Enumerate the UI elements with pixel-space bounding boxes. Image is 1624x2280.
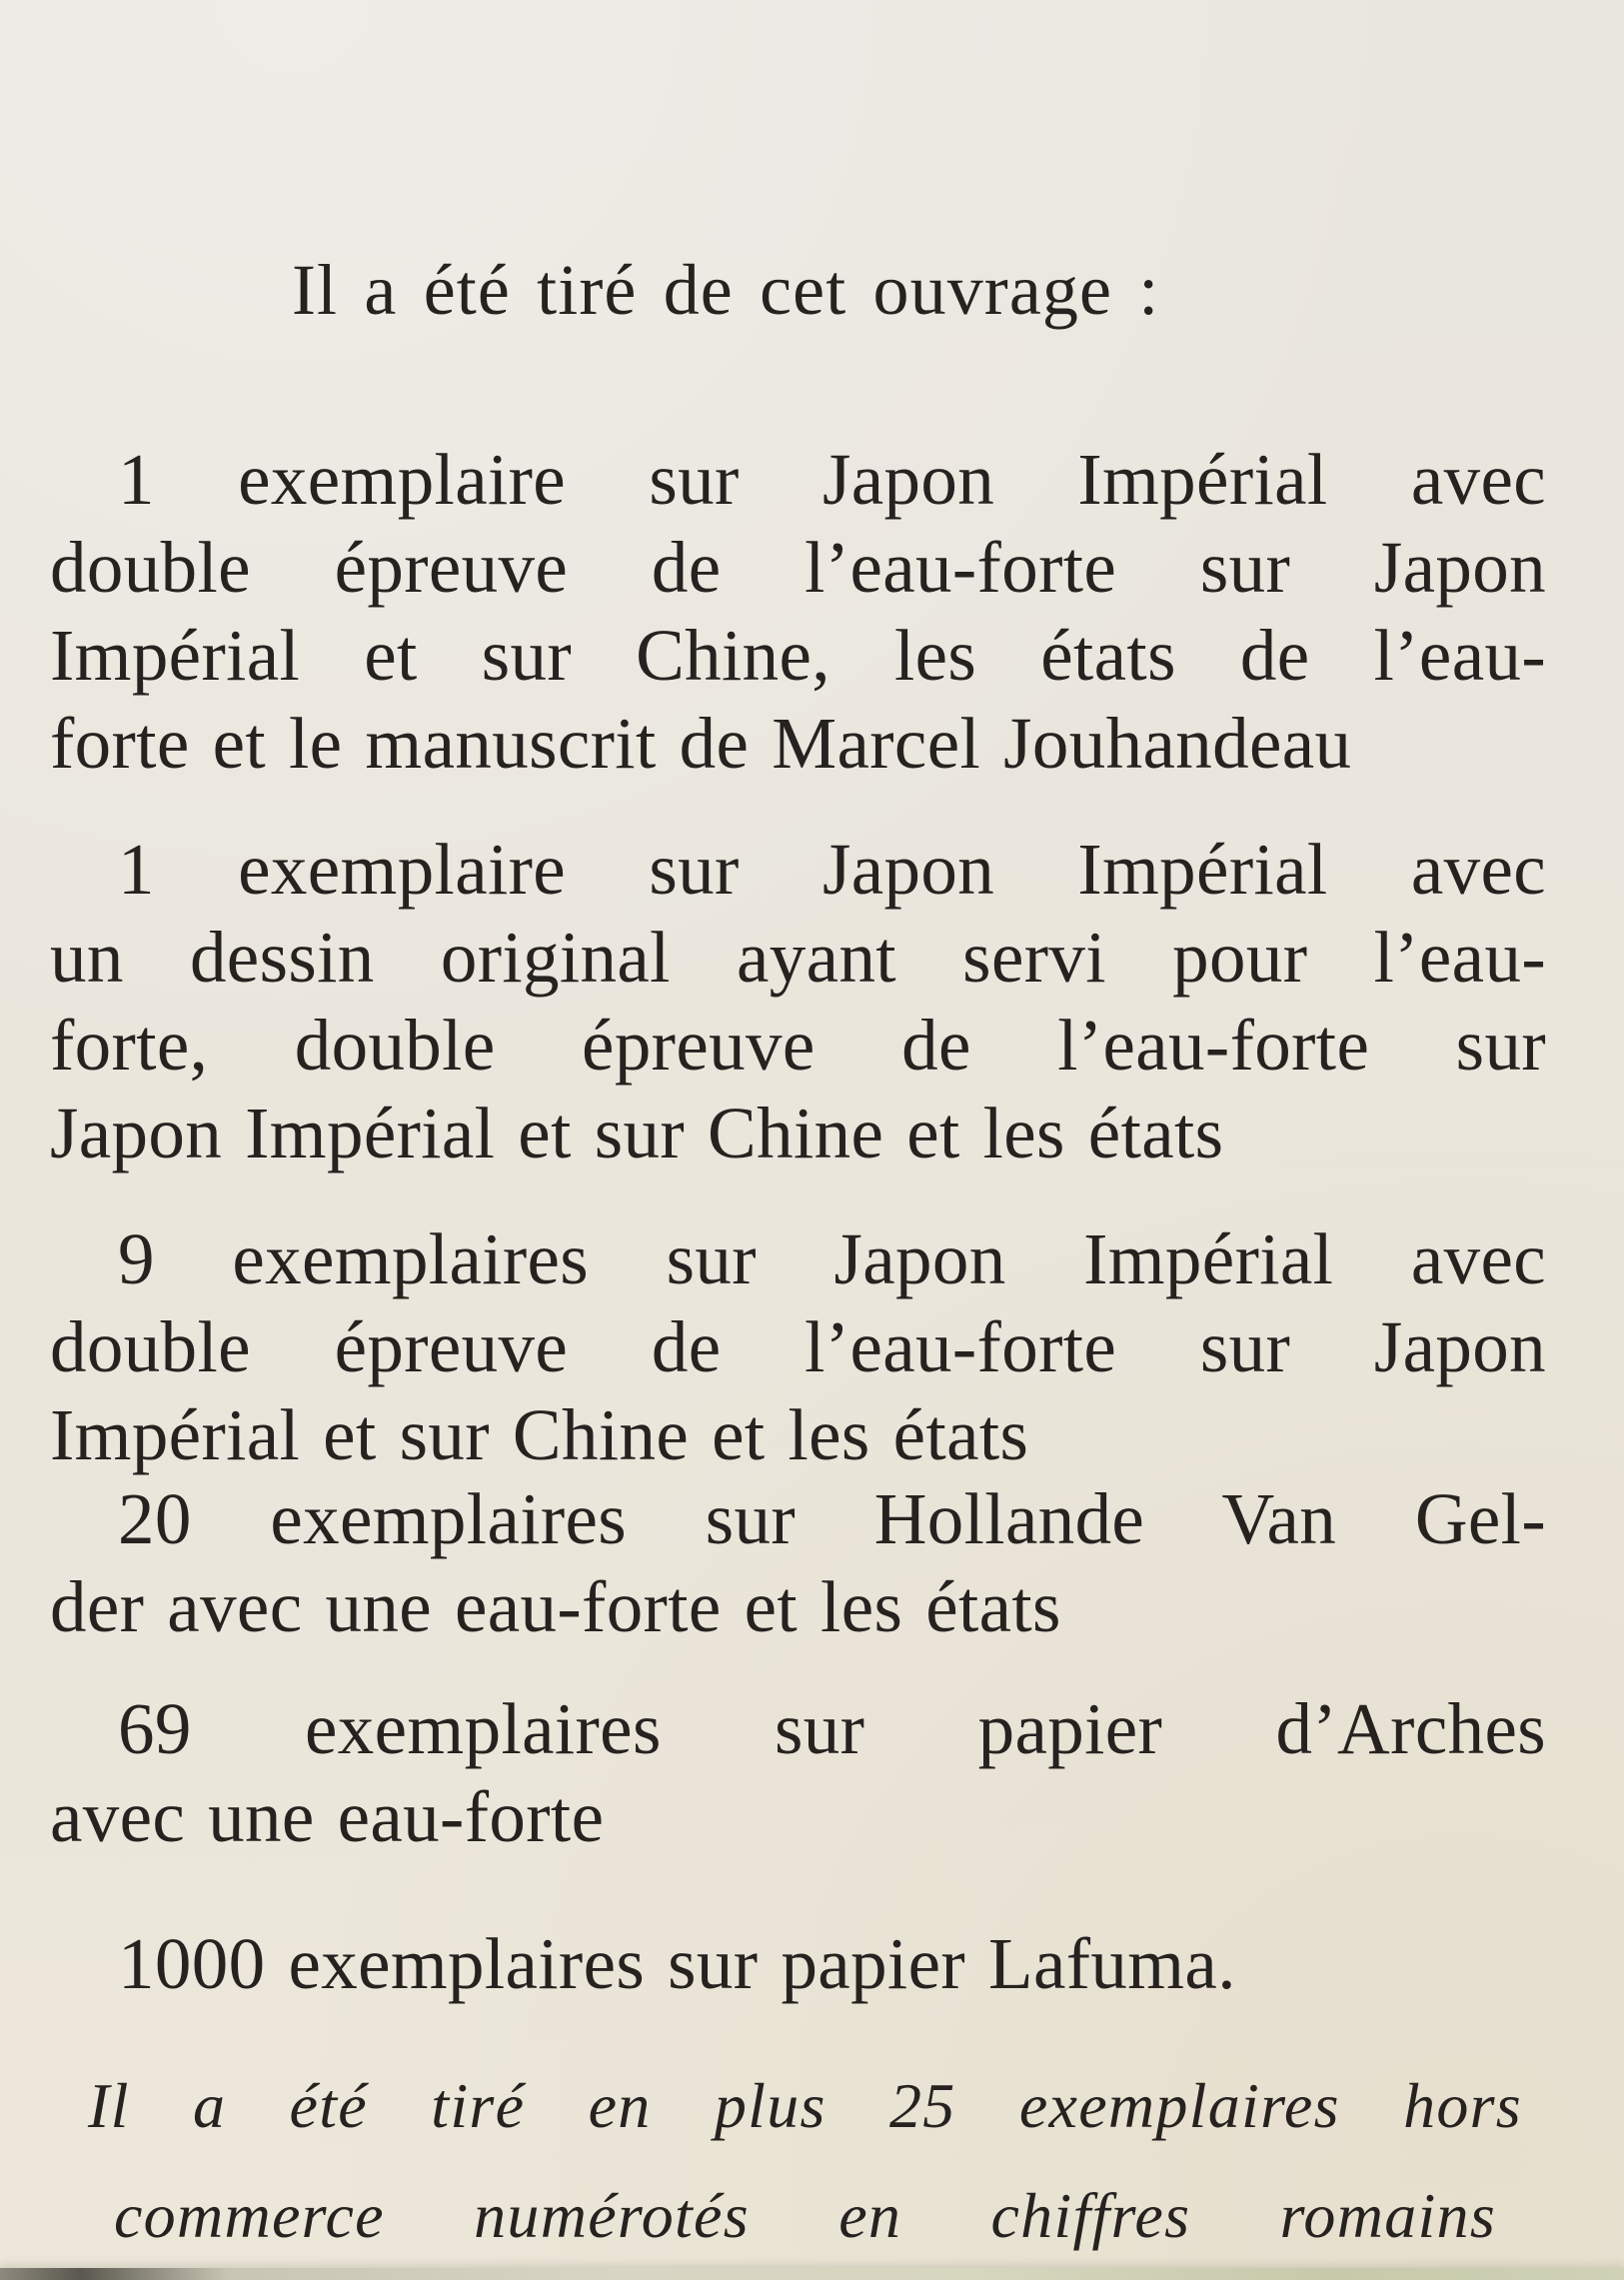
limitation-paragraph-japon-1 <box>50 436 1546 788</box>
text-line: commerce numérotés en chiffres romains <box>114 2180 1496 2251</box>
text-line: Impérial et sur Chine, les états de l’eau- <box>50 615 1546 696</box>
text-line: 1000 exemplaires sur papier Lafuma. <box>118 1923 1236 2004</box>
page-bottom-edge <box>0 2268 1624 2280</box>
text-line: 1 exemplaire sur Japon Impérial avec <box>118 829 1546 910</box>
text-line: Japon Impérial et sur Chine et les états <box>50 1093 1224 1173</box>
limitation-paragraph-lafuma-1000 <box>50 1920 1546 2008</box>
limitation-paragraph-japon-2 <box>50 826 1546 1177</box>
text-line: double épreuve de l’eau-forte sur Japon <box>50 527 1546 608</box>
limitation-paragraph-arches-69 <box>50 1685 1546 1861</box>
hors-commerce-note <box>88 2051 1522 2271</box>
text-line: double épreuve de l’eau-forte sur Japon <box>50 1306 1546 1387</box>
text-line: der avec une eau-forte et les états <box>50 1566 1061 1647</box>
limitation-paragraph-japon-9 <box>50 1215 1546 1479</box>
text-line: forte et le manuscrit de Marcel Jouhandeau <box>50 703 1352 784</box>
text-line: 9 exemplaires sur Japon Impérial avec <box>118 1218 1546 1299</box>
text-line: un dessin original ayant servi pour l’eau- <box>50 917 1546 998</box>
text-line: 1 exemplaire sur Japon Impérial avec <box>118 439 1546 520</box>
text-line: Impérial et sur Chine et les états <box>50 1394 1029 1475</box>
text-line: 69 exemplaires sur papier d’Arches <box>118 1688 1546 1769</box>
text-line: 20 exemplaires sur Hollande Van Gel- <box>118 1478 1546 1559</box>
text-line: Il a été tiré en plus 25 exemplaires hors <box>88 2070 1522 2141</box>
text-line: avec une eau-forte <box>50 1776 605 1857</box>
limitation-paragraph-hollande-20 <box>50 1475 1546 1651</box>
text-line: forte, double épreuve de l’eau-forte sur <box>50 1005 1546 1086</box>
colophon-heading: Il a été tiré de cet ouvrage : <box>292 250 1160 330</box>
